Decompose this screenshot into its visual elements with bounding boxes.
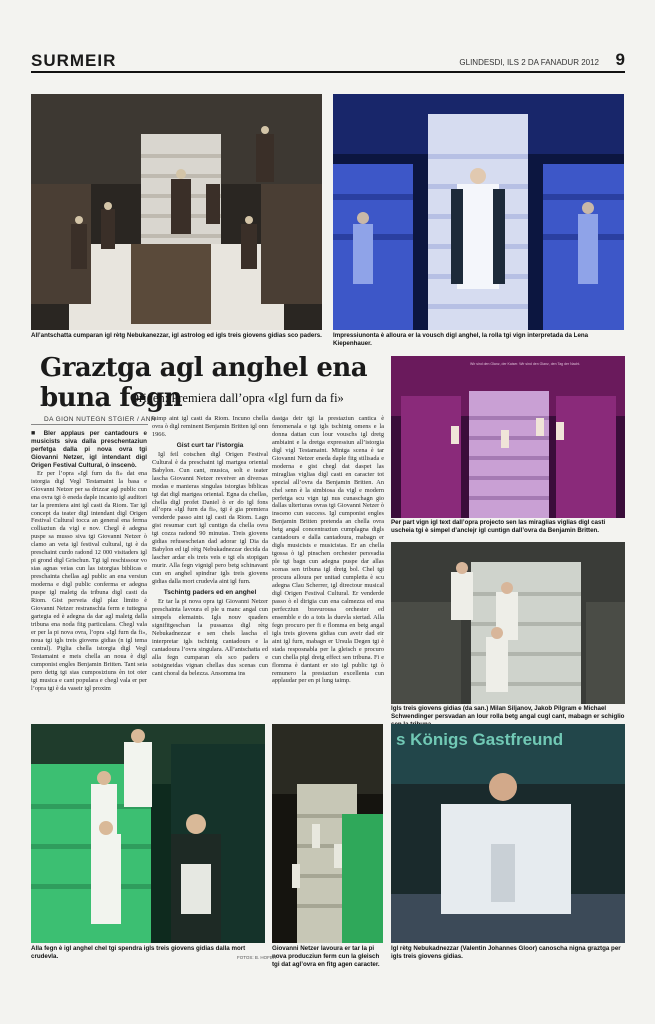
article-column-1 (31, 430, 147, 720)
issue-date: GLINDESDI, ILS 2 DA FANADUR 2012 (459, 58, 599, 67)
article-paragraph: Er tar la pi nova opra tgi Giovanni Netzer preschainta lavoura el ple u manc angal cun simpels elemaints. Igls nouv quaders signifitgeschan la pussanza digl rètg Nebukadnezzar e sen chels lascha el interpretar igls tschintg cantadours e la cantadoura l’ovra singulara. All’antschatta ed alla fegn cumparan els sco paders e sotsigneidas vignan chellas dus scenas cun cant choral da belezza. Ansomma ins (152, 597, 268, 677)
caption-photo-5: Alla fegn è igl anghel chel tgi spendra igls treis giovens gidias dalla mort crudevla. (31, 945, 246, 960)
photo-king-nebukadnezzar (391, 724, 625, 943)
article-column-3 (272, 415, 384, 720)
caption-photo-3: Per part vign igl text dall’opra projecto sen las miraglias viglias digl casti uscheia tgi è simpel d’anclejr igl cuntign dall’ovra da Benjamin Britten. (391, 519, 606, 534)
byline: DA GION NUTEGN STGIER / ANR (44, 416, 156, 423)
photo-projection-walls (391, 356, 625, 518)
projected-title-text: s Königs Gastfreund (396, 730, 564, 749)
byline-rule (31, 424, 148, 425)
article-lead-text: Bler applaus per cantadours e musicists siva dalla preschentaziun perfetga dalla pi nova ovra tgi Giovanni Netzer, igl intendant digl Origen Festival Cultural, ò inscenò. (31, 430, 147, 469)
caption-photo-4: Igls treis giovens gidias (da san.) Milan Siljanov, Jakob Pilgram e Michael Schwendinger persvadan an lour rolla betg angal cugl cant, mabagn er schiglio (391, 705, 625, 720)
article-paragraph: taimp aint igl casti da Riom. Incuno chella ovra ò digl reminent Benjamin Britten igl onn 1966. (152, 415, 268, 438)
lead-square-marker: ■ (31, 430, 39, 437)
photo-credit: FOTOS: B. HOFER (237, 955, 277, 960)
section-title: SURMEIR (31, 51, 117, 70)
photo-stage-lighting (272, 724, 383, 943)
caption-photo-1: All’antschatta cumparan igl rètg Nebukanezzar, igl astrolog ed igls treis giovens gidias sco paders. (31, 332, 322, 339)
photo-stage-paders (31, 94, 322, 330)
header-rule (31, 71, 625, 73)
caption-photo-6: Giovanni Netzer lavoura er tar la pi nova producziun ferm cun la gleisch tgi dat agl’ovra en fitg agen caracter. (272, 945, 380, 968)
subheadline: Origen: Premiera dall’opra «Igl furn da fi» (130, 391, 344, 405)
caption-photo-7: Igl rètg Nebukadnezzar (Valentin Johannes Gloor) canoscha nigna graztga per igls treis giovens gidias. (391, 945, 621, 960)
photo-angel-green (31, 724, 265, 943)
subheading-istorgia: Gist curt tar l’istorgia (176, 441, 244, 449)
caption-photo-2: Impressiunonta è alloura er la vousch digl anghel, la rolla tgi vign interpretada da Lena Kiepenhauer. (333, 332, 589, 347)
projected-text: Wir sind den Glanz, der Kaiser. Wir sind den Glanz, den Tag der Nacht. (470, 362, 581, 366)
article-paragraph: Igl feil cotschen digl Origen Festival Cultural è da preschaint igl martgea oriental Babylon. Cun cant, musica, solt e teater lascha Giovanni Netzer reveiver an diversas modas e manieras singulas istorgias biblicas tgi dat digl martgea oriental. Egna da chellas, chella digl profet Daniel ò er do igl fons all’opra «Igl furn da fi», tgi è gia premiera venderde passo aint igl casti da Riom. Lagn gist resumar curt igl cuntign da chella ovra tgi cozza radond 90 minutas. Treis giovens gidias refusescheian dad adorar igl Dia da Babylon ed igl rètg Nebukadnezzar decida da lascher ardar els treis veis e tgi els stopigan murir. Alla fegn vignigl pero betg schinavant cun en anghel spindrar igls treis giovens gidias dalla mort crudevla aint igl furn. (152, 450, 268, 586)
photo-angel-blue (333, 94, 624, 330)
article-paragraph: Er per l’opra «Igl furn da fi» dat ena istorgia digl Vegl Testamaint la basa e Giovanni Netzer per sa drizzar agl public cun ena ovra tgi ò eneda daple incanto igl auditori tar la premiera aint igl casti da Riom. Tar igl concept da teater digl intendant digl Origen Festival Cultural tocca an general ena ferma colliaziun da vigl e nov. Chegl è adegna puspe sa musso siva tgi Giovanni Netzer ò clamo an veta igl festival cultural, tgi è da preschaint curdo radond 12 000 visitaders igl pi grond digl Grischun. Tgi igl reschissour vo sias agnas veias cun las istorgias biblicas e preschainta chellas agl public an ena versiun moderna e digl public conferma er adegna puspe igl maletg da tribuna digl casti da Riom. Gist perveia digl plaz limito è Giovanni Netzer restranschia ferm e tuttegna gartegia ed è adegna da dar agl maletg dalla tribuna ena noda fitg particulara. Chegl vala er per la pi nova ovra, l’opra «Igl furn da fi», noua tgi igls treis giovens gidias (n igl tema central). Piglia chella istorgia digl Vegl Testamaint e meis chella an noua è digl cumponist engles Benjamin Britten. Tant seia pero dettg tgi sias cumposiziuns èn tot oter tgi musica e cant populara e chegl vala er per l’opra tgi è da vaseir igl proxim (31, 469, 147, 692)
article-lead (31, 430, 147, 470)
article-paragraph: dastga deir tgi la prestaziun cantica è fenomenala e tgi igls tschintg omens e la donna dattan cun lour vouschs igl dretg ambiaint e la dretga expressiun all’istorgia digl vigl Testamaint. Mintga scena è tar Giovanni Netzer eneda daple fitg stilisada e moderna e gist chegl dat daspet las miraglias viglias digl casti en caracter tot spezial all’ovra da Benjamin Britten. An chel senn è la simbiosa da vigl e modern perfetga scu vign tgi nus cunaschagn gio dallas ulteriuras ovras tgi Giovanni Netzer ò insceno cun success. Igl cumponist engles Benjamin Britten pretenda an chella ovra betg angal concentraziun cumplagna digls cantadours e dalla cantadoura, mabagn er digls musicists e musicistas. Er an chella tgossa ò igl pinschen orchester persvadia ple tgi bagn cun adegna puspe dar allas scenas sen tribuna igl dretg bol. Chel tgi procura alloura per unitad cumpletta è scu adegna Clau Scherrer, igl directour musical digl Origen Festival Cultural. Er venderde passo ò el dirigia cun ena calmezza ed ena perfecziun bravurousa orchester ed ensemble e do a tots la duevla siertad. Alla fegn procuro per fi e flomma en betg angal igls treis giovens gidias cun aveir dad eir aint igl furn, mabagn er Ursula Degen tgi è stada resposnabla per la gleisch e procuro cun chella pigl dretg effect sen tribuna. Fi e flomma è dantant er sto igl public tgi ò remunero la prestaziun excellenta cun applaudar per en pi lung taimp. (272, 415, 384, 685)
subheading-paders: Tschintg paders ed en anghel (163, 589, 257, 597)
photo-three-youths (391, 542, 625, 704)
page-number: 9 (615, 50, 625, 69)
headline: Graztga agl anghel ena buna fegn (40, 353, 368, 413)
article-column-2 (152, 415, 268, 720)
